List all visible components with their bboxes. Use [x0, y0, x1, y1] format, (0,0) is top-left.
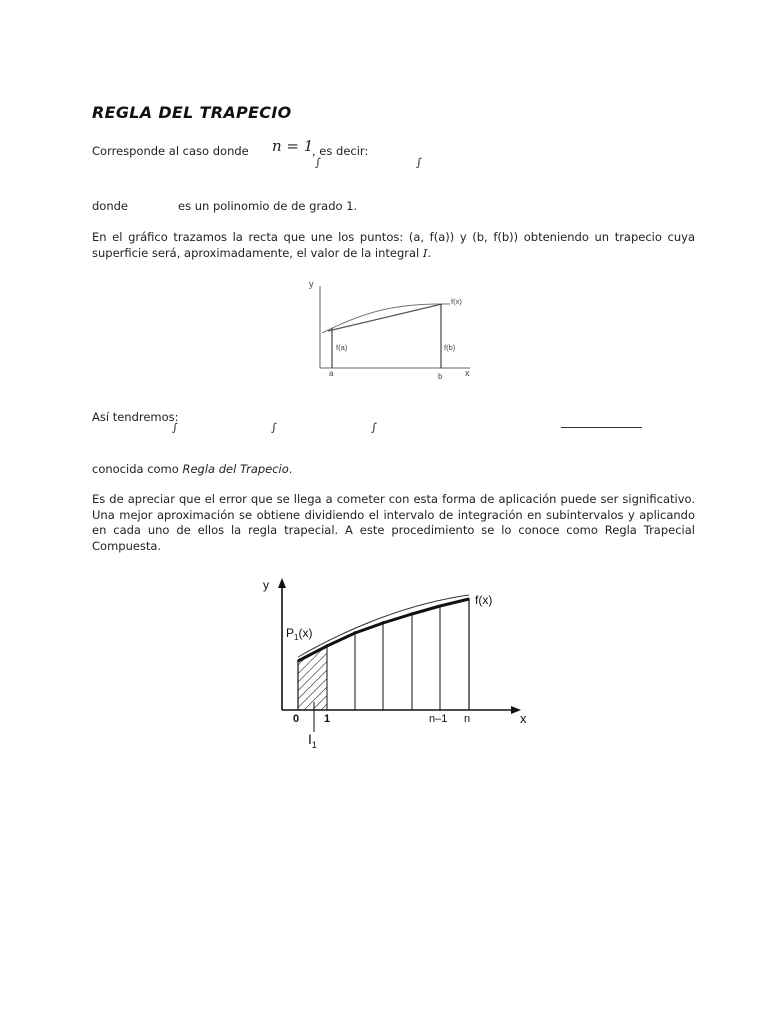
- intro-text: Corresponde al caso donde: [92, 144, 249, 158]
- composite-trapezoid-figure: [255, 572, 540, 752]
- y-label: y: [309, 279, 314, 289]
- donde-text: donde: [92, 199, 128, 213]
- fraction-bar: [561, 427, 642, 428]
- tick-label-n: n: [464, 713, 471, 725]
- graph-paragraph: [92, 230, 695, 261]
- integral-variable: I: [422, 245, 428, 260]
- y-axis-arrow: [278, 578, 286, 588]
- b-label: b: [438, 372, 443, 381]
- intro-line: [92, 144, 249, 160]
- fx-label: f(x): [451, 297, 462, 306]
- fx-label: f(x): [475, 593, 493, 607]
- known-as-line: [92, 462, 292, 478]
- known-as-text: conocida como: [92, 462, 179, 476]
- tick-label-1: 1: [324, 713, 331, 725]
- polynomial-text: es un polinomio de de grado 1.: [178, 199, 358, 213]
- integral-symbol: ∫: [371, 421, 377, 434]
- trapezoid-chord: [328, 304, 442, 331]
- i1-label: $I_1$: [308, 731, 317, 750]
- tick-label-0: 0: [293, 713, 300, 725]
- known-as-end: .: [288, 462, 293, 476]
- rule-name: Regla del Trapecio: [182, 462, 289, 476]
- integral-symbol: ∫: [172, 421, 178, 434]
- a-label: a: [329, 369, 334, 378]
- tick-label-n-minus-1: n–1: [429, 713, 448, 725]
- integral-symbol: ∫: [271, 421, 277, 434]
- fa-label: f(a): [336, 343, 348, 352]
- graph-paragraph-text: En el gráfico trazamos la recta que une los puntos: (a, f(a)) y (b, f(b)) obteniendo un trapecio cuya superficie será, aproximadamente, el valor de la integral: [92, 230, 695, 260]
- fb-label: f(b): [444, 343, 456, 352]
- y-label: y: [263, 578, 269, 592]
- hatched-trapezoid: [298, 646, 327, 710]
- trapezoid-figure: [300, 276, 490, 384]
- composite-rule-paragraph: Es de apreciar que el error que se llega a cometer con esta forma de aplicación puede ser significativo. Una mejor aproximación se obtiene dividiendo el intervalo de integración en subintervalos y aplicando en cada uno de ellos la regla trapecial. A este procedimiento se lo conoce como Regla Trapecial Compuesta.: [92, 492, 695, 553]
- intro-suffix: , es decir:: [312, 144, 369, 158]
- x-label: x: [520, 711, 527, 726]
- integral-symbol: ∫: [416, 156, 422, 169]
- fx-curve: [322, 304, 450, 333]
- x-label: x: [465, 368, 470, 378]
- page-title: REGLA DEL TRAPECIO: [92, 103, 292, 122]
- p1-label: $P_1(x)$: [286, 626, 313, 642]
- integral-symbol: ∫: [315, 156, 321, 169]
- n-equals-one-formula: n = 1: [272, 137, 314, 155]
- graph-paragraph-end: .: [427, 245, 432, 260]
- asi-tendremos-text: Así tendremos:: [92, 410, 179, 424]
